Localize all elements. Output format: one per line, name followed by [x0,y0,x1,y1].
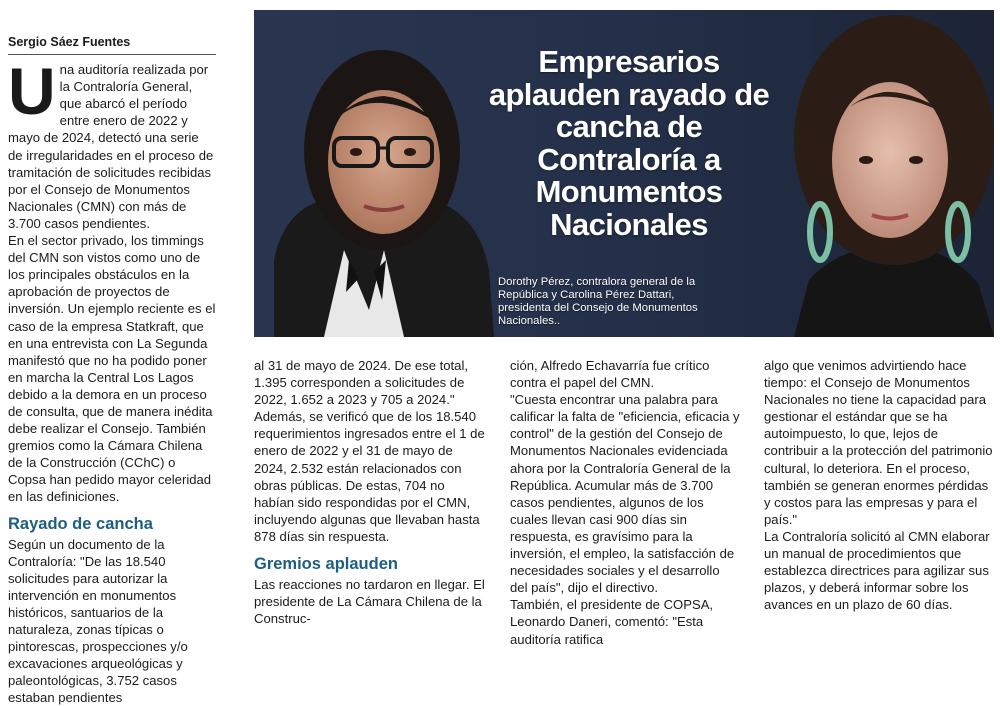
column-3 [510,357,740,648]
article-headline: Empresarios aplauden rayado de cancha de Contraloría a Monumentos Nacionales [488,44,770,242]
left-column [8,34,216,706]
subhead-rayado: Rayado de cancha [8,514,153,533]
column-4 [764,357,994,613]
col4-paragraph-1: algo que venimos advirtiendo hace tiempo: el Consejo de Monumentos Nacionales no tiene la capacidad para gestionar el estándar que se ha autoimpuesto, lo que, lejos de contribuir a la protección del patrimonio cultural, lo deteriora. En el proceso, también se generan enormes pérdidas y costos para las empresas y para el país." [764,358,993,527]
paragraph-2: En el sector privado, los timmings del CMN son vistos como uno de los principales obstáculos en la aprobación de proyectos de inversión. Un ejemplo reciente es el caso de la empresa Statkraft, que en una entrevista con La Segunda manifestó que no ha podido poner en marcha la Central Los Lagos debido a la demora en un proceso de consulta, que de manera inédita debe realizar el Consejo. También gremios como la Cámara Chilena de la Construcción (CChC) o Copsa han pedido mayor celeridad en las definiciones. [8,233,216,505]
column-2 [254,357,486,627]
photo-caption: Dorothy Pérez, contralora general de la República y Carolina Pérez Dattari, presidenta del Consejo de Monumentos Nacionales.. [498,276,698,327]
subhead-gremios: Gremios aplauden [254,555,398,574]
col2-paragraph-2: Además, se verificó que de los 18.540 requerimientos ingresados entre el 1 de enero de 2022 y el 31 de mayo de 2024, 2.532 están relacionados con obras públicas. De estas, 704 no habían sido respondidas por el CMN, incluyendo algunas que llevaban hasta 878 días sin respuesta. [254,409,485,544]
drop-cap: U [8,54,56,129]
paragraph-3: Según un documento de la Contraloría: "De las 18.540 solicitudes para autorizar la intervención en monumentos históricos, santuarios de la naturaleza, zonas típicas o pintorescas, prospecciones y/o excavaciones arqueológicas y paleontológicas, 3.752 casos estaban pendientes [8,536,188,706]
col2-paragraph-1: al 31 de mayo de 2024. De ese total, 1.395 corresponden a solicitudes de 2022, 1.652 a 2023 y 705 a 2024." [254,358,469,408]
person-right-figure [794,15,994,337]
lead-text: na auditoría realizada por la Contraloría General, que abarcó el período entre enero de 2022 y mayo de 2024, detectó una serie de irregularidades en el proceso de tramitación de solicitudes recibidas por el Consejo de Monumentos Nacionales (CMN) con más de 3.700 casos pendientes. [8,62,214,231]
col3-paragraph-3: También, el presidente de COPSA, Leonardo Daneri, comentó: "Esta auditoría ratifica [510,597,714,647]
lead-paragraph [8,54,216,232]
col2-paragraph-3: Las reacciones no tardaron en llegar. El presidente de La Cámara Chilena de la Construc- [254,577,485,627]
article-photo [254,10,994,337]
author-byline: Sergio Sáez Fuentes [8,34,216,55]
col3-paragraph-1: ción, Alfredo Echavarría fue crítico contra el papel del CMN. [510,358,710,391]
col4-paragraph-2: La Contraloría solicitó al CMN elaborar un manual de procedimientos que establezca directrices para agilizar sus plazos, y deberá informar sobre los avances en un plazo de 60 días. [764,528,990,613]
col3-paragraph-2: "Cuesta encontrar una palabra para calificar la falta de "eficiencia, eficacia y control" de la gestión del Consejo de Monumentos Nacionales evidenciada ahora por la Contraloría General de la República. Acumular más de 3.700 casos pendientes, algunos de los cuales llevan casi 900 días sin respuesta, es gravísimo para la inversión, el empleo, la satisfacción de necesidades sociales y el desarrollo del país", dijo el directivo. [510,392,740,596]
